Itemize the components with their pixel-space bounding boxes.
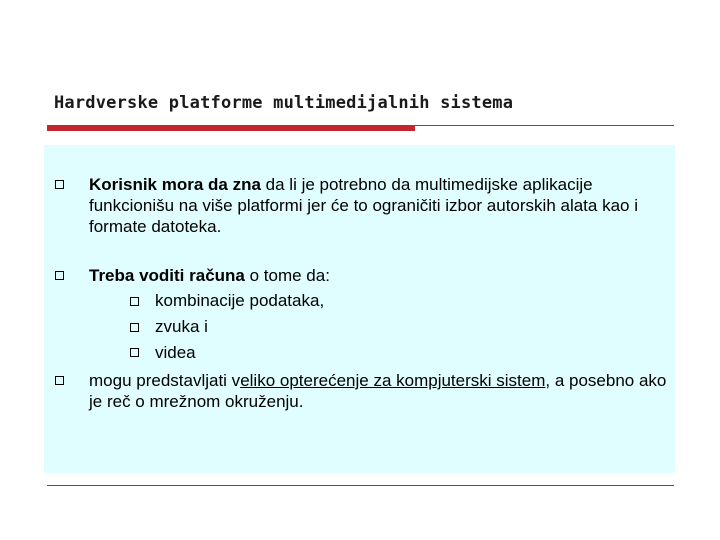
- title-rule-thin: [47, 125, 674, 126]
- bullet-1-emphasis: Korisnik mora da zna: [89, 175, 261, 194]
- bottom-rule: [47, 485, 674, 486]
- bullet-square-icon: [55, 376, 64, 385]
- bullet-1-body: da li je potrebno da multimedijske aplikacije funkcionišu na više platformi jer će to ograničiti izbor autorskih alata kao i formate datoteka.: [89, 175, 638, 236]
- bullet-2-body: o tome da:: [244, 266, 330, 285]
- bullet-3-underlined: eliko opterećenje za kompjuterski sistem: [240, 371, 546, 390]
- bullet-square-icon: [55, 180, 64, 189]
- sub-item: videa: [155, 343, 196, 362]
- title-rule-thick: [47, 126, 415, 131]
- bullet-square-icon: [55, 271, 64, 280]
- bullet-3-post: , a posebno ako je reč o mrežnom okruženju.: [89, 371, 667, 411]
- bullet-2-emphasis: Treba voditi računa: [89, 266, 245, 285]
- slide-title: Hardverske platforme multimedijalnih sistema: [54, 93, 514, 113]
- bullet-2-text: [89, 265, 669, 286]
- sub-item: zvuka i: [155, 317, 208, 336]
- bullet-3-pre: mogu predstavljati v: [89, 371, 241, 390]
- sub-bullet-square-icon: [130, 348, 139, 357]
- sub-bullet-square-icon: [130, 323, 139, 332]
- sub-bullet-square-icon: [130, 297, 139, 306]
- sub-item: kombinacije podataka,: [155, 291, 325, 310]
- bullet-1-text: [89, 174, 669, 237]
- bullet-3-text: [89, 370, 669, 412]
